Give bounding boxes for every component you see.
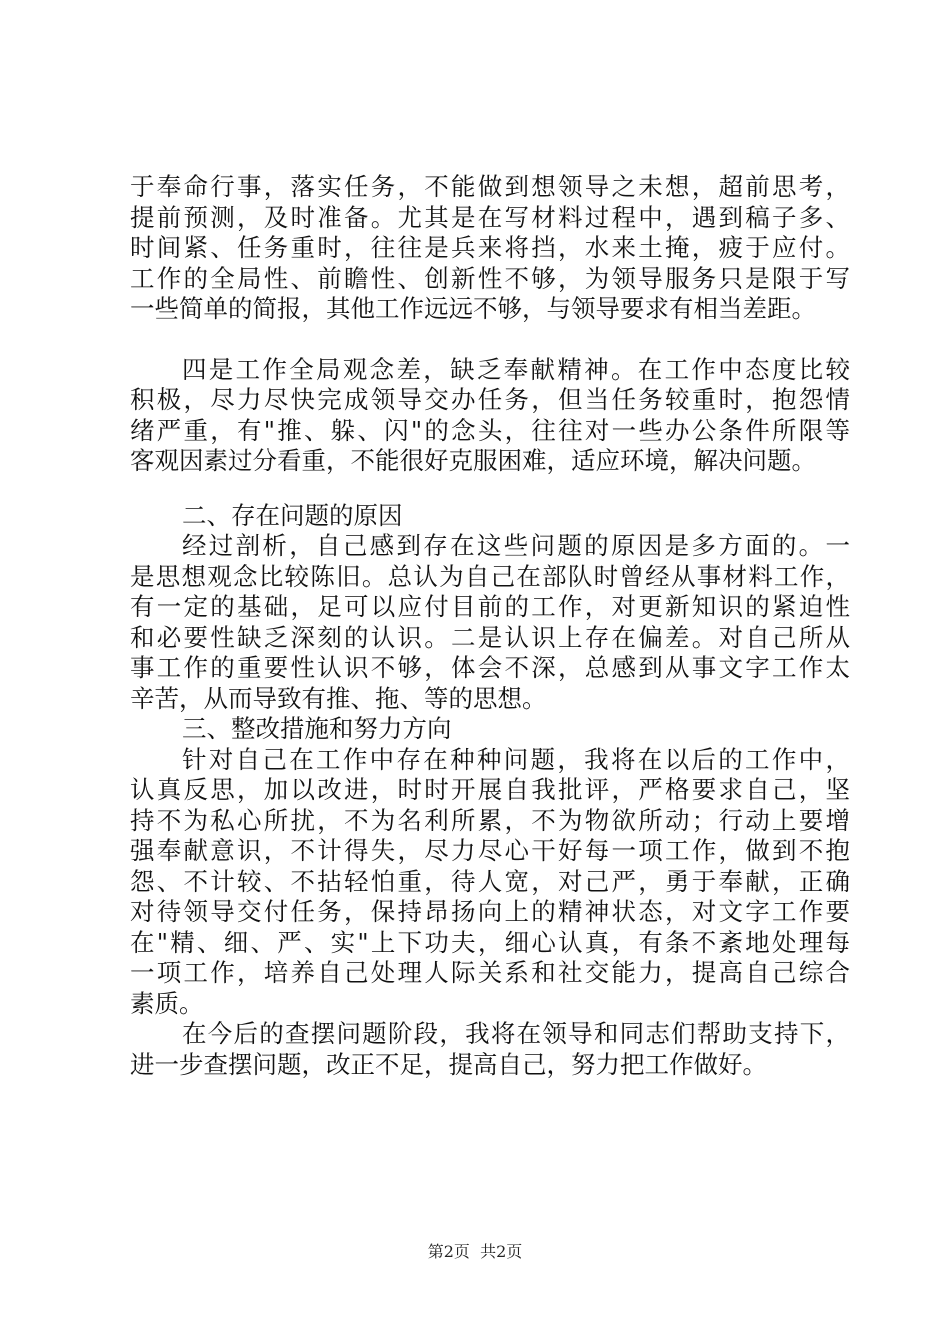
text-line: 四是工作全局观念差，缺乏奉献精神。在工作中态度比较 bbox=[182, 354, 850, 384]
page-footer bbox=[0, 1242, 950, 1262]
section-heading-causes: 二、存在问题的原因 bbox=[182, 500, 403, 530]
text-line: 绪严重，有"推、躲、闪"的念头，往往对一些办公条件所限等 bbox=[130, 415, 850, 445]
text-line: 工作的全局性、前瞻性、创新性不够，为领导服务只是限于写 bbox=[130, 263, 850, 293]
text-line: 对待领导交付任务，保持昂扬向上的精神状态，对文字工作要 bbox=[130, 897, 850, 926]
text-line: 辛苦，从而导致有推、拖、等的思想。 bbox=[130, 683, 547, 713]
text-line: 经过剖析，自己感到存在这些问题的原因是多方面的。一 bbox=[182, 531, 850, 560]
text-line: 一项工作，培养自己处理人际关系和社交能力，提高自己综合 bbox=[130, 958, 850, 987]
paragraph-conclusion bbox=[130, 1019, 850, 1080]
paragraph-continuation bbox=[130, 172, 850, 325]
text-line: 针对自己在工作中存在种种问题，我将在以后的工作中， bbox=[182, 744, 850, 774]
text-line: 是思想观念比较陈旧。总认为自己在部队时曾经从事材料工作， bbox=[130, 561, 850, 591]
page-number: 第2页 共2页 bbox=[427, 1242, 523, 1261]
section-heading-measures: 三、整改措施和努力方向 bbox=[182, 714, 452, 743]
text-line: 认真反思，加以改进，时时开展自我批评，严格要求自己，坚 bbox=[130, 775, 850, 804]
text-line: 持不为私心所扰，不为名利所累，不为物欲所动；行动上要增 bbox=[130, 805, 850, 835]
text-line: 时间紧、任务重时，往往是兵来将挡，水来土掩，疲于应付。 bbox=[130, 233, 850, 262]
paragraph-causes bbox=[130, 531, 850, 714]
text-line: 积极，尽力尽快完成领导交办任务，但当任务较重时，抱怨情 bbox=[130, 385, 850, 414]
paragraph-gap bbox=[130, 477, 850, 501]
text-line: 有一定的基础，足可以应付目前的工作，对更新知识的紧迫性 bbox=[130, 592, 850, 621]
text-line: 在"精、细、严、实"上下功夫，细心认真，有条不紊地处理每 bbox=[130, 927, 850, 957]
text-line: 提前预测，及时准备。尤其是在写材料过程中，遇到稿子多、 bbox=[130, 202, 850, 232]
document-body bbox=[130, 172, 850, 1080]
paragraph-gap bbox=[130, 325, 850, 355]
text-line: 一些简单的简报，其他工作远远不够，与领导要求有相当差距。 bbox=[130, 294, 816, 323]
text-line: 素质。 bbox=[130, 988, 204, 1018]
text-line: 强奉献意识，不计得失，尽力尽心干好每一项工作，做到不抱 bbox=[130, 836, 850, 865]
text-line: 客观因素过分看重，不能很好克服困难，适应环境，解决问题。 bbox=[130, 446, 816, 475]
paragraph-point-four bbox=[130, 355, 850, 477]
text-line: 于奉命行事，落实任务，不能做到想领导之未想，超前思考， bbox=[130, 172, 850, 201]
text-line: 在今后的查摆问题阶段，我将在领导和同志们帮助支持下， bbox=[182, 1019, 850, 1048]
text-line: 进一步查摆问题，改正不足，提高自己，努力把工作做好。 bbox=[130, 1049, 767, 1079]
text-line: 怨、不计较、不拈轻怕重，待人宽，对己严，勇于奉献，正确 bbox=[130, 866, 850, 896]
text-line: 和必要性缺乏深刻的认识。二是认识上存在偏差。对自己所从 bbox=[130, 622, 850, 652]
paragraph-measures bbox=[130, 745, 850, 1020]
text-line: 事工作的重要性认识不够，体会不深，总感到从事文字工作太 bbox=[130, 653, 850, 682]
